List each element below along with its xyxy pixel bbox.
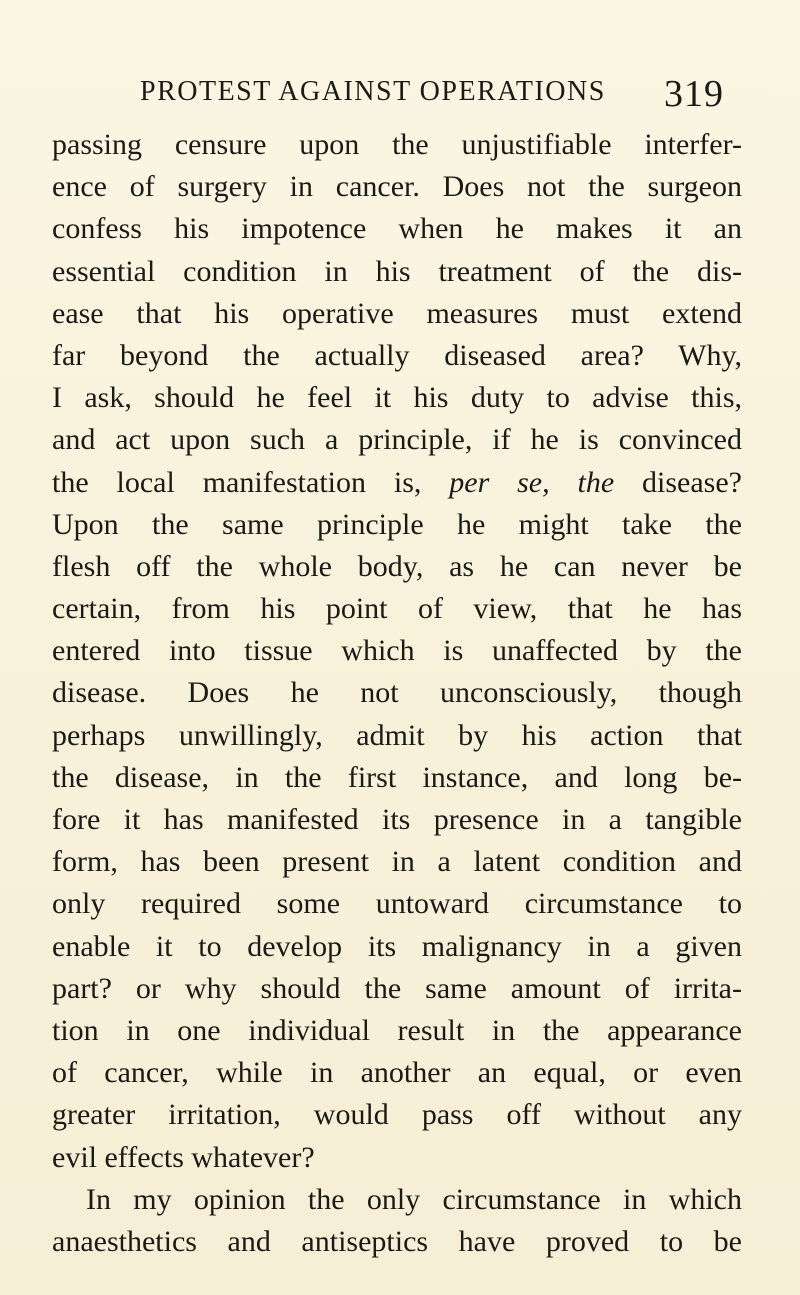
text-line: disease. Does he not unconsciously, though — [52, 676, 742, 710]
text-line: entered into tissue which is unaffected by the — [52, 634, 742, 668]
text-line: enable it to develop its malignancy in a given — [52, 929, 742, 963]
text-line: Upon the same principle he might take the — [52, 507, 742, 541]
text-line: tion in one individual result in the appearance — [52, 1013, 742, 1047]
page-number: 319 — [664, 73, 724, 115]
text-line: passing censure upon the unjustifiable interfer- — [52, 128, 742, 161]
text-line: essential condition in his treatment of the dis- — [52, 254, 742, 288]
text-line: and act upon such a principle, if he is convinced — [52, 423, 742, 457]
text-line: the disease, in the first instance, and long be- — [52, 760, 742, 794]
text-line: ence of surgery in cancer. Does not the surgeon — [52, 170, 742, 204]
text-line: confess his impotence when he makes it an — [52, 212, 742, 246]
text-line: anaesthetics and antiseptics have proved to be — [52, 1224, 742, 1258]
text-line: form, has been present in a latent condition and — [52, 845, 742, 879]
running-head-title: PROTEST AGAINST OPERATIONS — [140, 76, 606, 107]
text-line-with-italic — [52, 462, 742, 504]
italic-phrase: per se, the — [449, 465, 615, 499]
text-line: greater irritation, would pass off without any — [52, 1098, 742, 1132]
text-line: part? or why should the same amount of irrita- — [52, 971, 742, 1005]
text-line: flesh off the whole body, as he can never be — [52, 549, 742, 583]
paragraph-end-line: evil effects whatever? — [52, 1140, 315, 1174]
text-line: of cancer, while in another an equal, or even — [52, 1056, 742, 1090]
text-segment: the local manifestation is, — [52, 465, 450, 499]
text-line: fore it has manifested its presence in a tangible — [52, 803, 742, 836]
text-segment: disease? — [614, 465, 742, 499]
paragraph-start-line: In my opinion the only circumstance in which — [86, 1182, 742, 1216]
text-line: ease that his operative measures must extend — [52, 296, 742, 330]
body-text — [52, 124, 742, 1263]
text-line: far beyond the actually diseased area? Why, — [52, 338, 742, 372]
running-head — [140, 73, 740, 120]
text-line: I ask, should he feel it his duty to advise this, — [52, 381, 742, 415]
text-line: certain, from his point of view, that he has — [52, 592, 742, 626]
text-line: perhaps unwillingly, admit by his action that — [52, 718, 742, 752]
text-line: only required some untoward circumstance to — [52, 887, 742, 921]
